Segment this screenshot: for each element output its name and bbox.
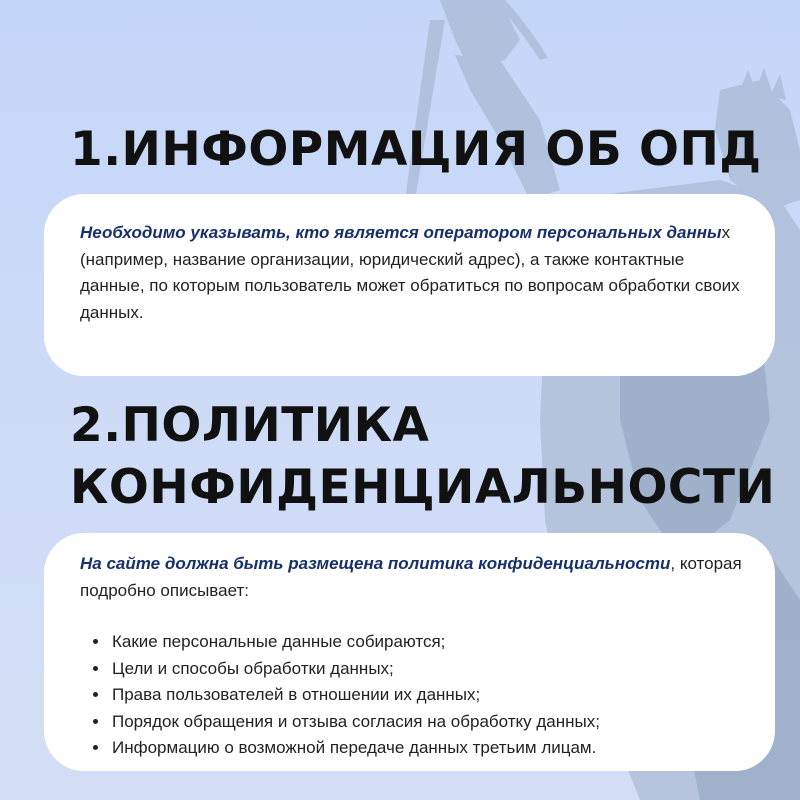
list-item: • Порядок обращения и отзыва согласия на обработку данных; <box>110 709 600 736</box>
section1-heading: 1.ИНФОРМАЦИЯ ОБ ОПД <box>70 122 762 177</box>
list-item: • Информацию о возможной передаче данных третьим лицам. <box>110 735 600 762</box>
info-card <box>44 194 775 376</box>
info-card-text <box>80 220 745 326</box>
list-item: • Права пользователей в отношении их данных; <box>110 682 600 709</box>
policy-card-text <box>80 551 745 604</box>
section2-heading-line1: 2.ПОЛИТИКА <box>70 398 430 453</box>
policy-body: , которая подробно описывает: <box>80 554 742 600</box>
policy-card <box>44 533 775 771</box>
info-body: х (например, название организации, юридический адрес), а также контактные данные, по которым пользователь может обратиться по вопросам обработки своих данных. <box>80 223 740 322</box>
section2-heading-line2: КОНФИДЕНЦИАЛЬНОСТИ <box>70 460 776 515</box>
list-item: • Какие персональные данные собираются; <box>110 629 600 656</box>
list-item: • Цели и способы обработки данных; <box>110 656 600 683</box>
policy-list <box>90 629 600 762</box>
policy-emphasis: На сайте должна быть размещена политика конфиденциальности <box>80 554 671 573</box>
info-emphasis: Необходимо указывать, кто является оператором персональных данны <box>80 223 722 242</box>
